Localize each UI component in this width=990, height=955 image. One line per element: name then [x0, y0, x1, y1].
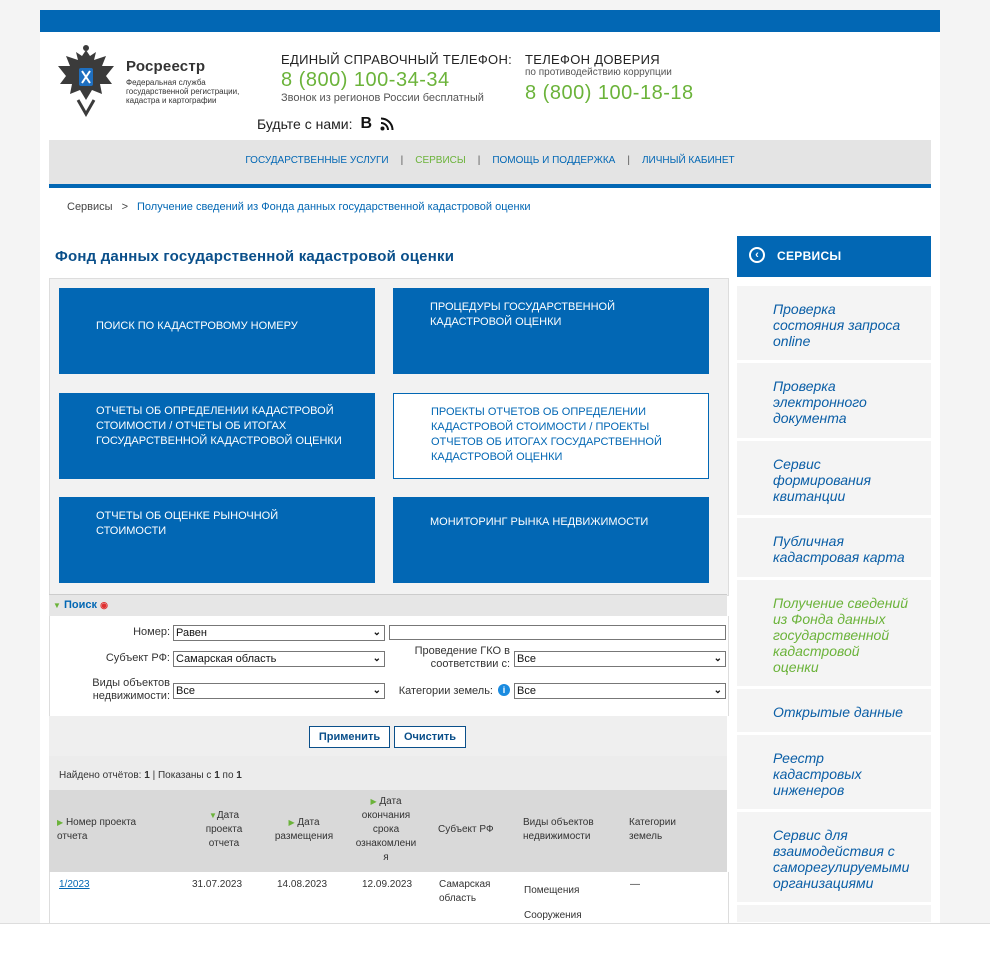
shown-to-label: по [222, 770, 234, 781]
column-header-line: отчета [57, 831, 88, 842]
column-header-line: проекта [205, 824, 243, 835]
sidebar-item-line: состояния запроса [773, 317, 901, 333]
nav-separator: | [627, 155, 630, 166]
column-header-number[interactable] [57, 816, 136, 844]
gko-label-line: Проведение ГКО в [414, 645, 510, 657]
trust-line-title: ТЕЛЕФОН ДОВЕРИЯ [525, 52, 660, 67]
sidebar-title: СЕРВИСЫ [777, 249, 842, 263]
sidebar-item-valuation-fund[interactable] [737, 580, 931, 689]
results-table-header [49, 790, 727, 872]
breadcrumb-current[interactable]: Получение сведений из Фонда данных государственной кадастровой оценки [137, 201, 531, 213]
column-header-line: земель [629, 831, 663, 842]
objects-label [50, 677, 170, 703]
breadcrumb [67, 201, 531, 213]
object-type: Помещения [524, 885, 580, 896]
eagle-emblem-icon [52, 44, 120, 120]
sidebar-item-line: взаимодействия с [773, 843, 895, 859]
viewport-bottom-edge [0, 923, 990, 955]
column-header-line: Дата [216, 810, 240, 821]
search-filter-form [49, 616, 729, 716]
tile-label: ОТЧЕТЫ ОБ ОПРЕДЕЛЕНИИ КАДАСТРОВОЙ [96, 405, 334, 417]
sidebar-item-more[interactable] [737, 905, 931, 925]
gko-select[interactable] [514, 651, 726, 667]
sort-marker-icon: ▶ [288, 818, 295, 827]
objects-label-line: Виды объектов [92, 677, 170, 689]
column-header-line: размещения [274, 831, 334, 842]
hotline-title: ЕДИНЫЙ СПРАВОЧНЫЙ ТЕЛЕФОН: [281, 52, 513, 67]
column-header-line: ознакомлени [355, 838, 417, 849]
tile-label: СТОИМОСТИ / ОТЧЕТЫ ОБ ИТОГАХ [96, 420, 287, 432]
column-header-line: Дата [379, 796, 402, 807]
page-title: Фонд данных государственной кадастровой оценки [55, 248, 455, 265]
sidebar-item-line: Проверка [773, 301, 836, 317]
rosreestr-logo[interactable] [52, 44, 262, 120]
sidebar-item-line: организациями [773, 875, 874, 891]
hotline-block [281, 52, 512, 104]
social-links [257, 115, 394, 133]
objects-label-line: недвижимости: [92, 690, 170, 702]
logo-subtitle: Федеральная служба государственной регистрации, кадастра и картографии [126, 78, 240, 105]
column-header-end-date[interactable] [351, 795, 421, 865]
sidebar-item-line: формирования [773, 472, 871, 488]
land-select[interactable] [514, 683, 726, 699]
tile-label: ПРОЦЕДУРЫ ГОСУДАРСТВЕННОЙ [430, 301, 616, 313]
info-icon[interactable]: i [498, 684, 510, 696]
sidebar-item-line: Публичная [773, 533, 844, 549]
results-summary [49, 756, 727, 790]
sidebar-item-line: кадастровая карта [773, 549, 905, 565]
hotline-note: Звонок из регионов России бесплатный [281, 92, 484, 104]
nav-item-help[interactable]: ПОМОЩЬ И ПОДДЕРЖКА [492, 155, 616, 166]
cell-region [439, 878, 490, 906]
sidebar-item-line: государственной [773, 627, 890, 643]
sidebar-item-line: Открытые данные [773, 704, 903, 720]
sidebar-item-line: кадастровой [773, 643, 860, 659]
main-navigation [49, 140, 931, 188]
logo-name: Росреестр [126, 58, 206, 75]
back-arrow-icon[interactable]: ‹ [749, 247, 765, 263]
found-count: 1 [144, 770, 150, 781]
object-type: Сооружения [524, 910, 582, 921]
gko-label-line: соответствии с: [430, 658, 510, 670]
sidebar-item-line: квитанции [773, 488, 846, 504]
search-toggle[interactable]: ▼ Поиск ◉ [53, 599, 108, 611]
tile-label: СТОИМОСТИ [96, 525, 167, 537]
land-label: Категории земель: [398, 685, 493, 697]
column-header-line: недвижимости [523, 831, 591, 842]
search-title: Поиск [63, 599, 97, 611]
column-header-line: Номер проекта [65, 817, 137, 828]
chevron-down-icon: ⌄ [372, 653, 381, 664]
column-header-line: Дата [297, 817, 320, 828]
chevron-down-icon: ⌄ [713, 685, 722, 696]
summary-separator: | [152, 770, 158, 781]
sort-down-icon: ▼ [208, 811, 217, 820]
table-row [49, 872, 729, 923]
nav-separator: | [400, 155, 404, 166]
column-header-region: Субъект РФ [438, 824, 494, 835]
trust-line-block [525, 52, 694, 105]
cell-project-date: 31.07.2023 [192, 879, 243, 890]
column-header-line: Виды объектов [523, 817, 594, 828]
tile-market-monitoring[interactable] [393, 497, 709, 583]
rss-icon[interactable] [380, 117, 394, 131]
number-input[interactable] [389, 625, 726, 640]
sidebar-item-line: электронного [773, 394, 867, 410]
sidebar-item-request-status[interactable] [737, 286, 931, 363]
sidebar-item-line: документа [773, 410, 847, 426]
sidebar-item-line: Сервис [773, 456, 821, 472]
number-condition-value: Равен [176, 627, 208, 639]
cell-land-category: — [630, 879, 640, 890]
search-panel-header[interactable] [49, 594, 727, 618]
column-header-line: Категории [629, 817, 676, 828]
cell-number [59, 878, 90, 892]
region-value: Самарская область [176, 653, 277, 665]
gko-label [380, 645, 510, 671]
tile-label: КАДАСТРОВОЙ ОЦЕНКИ [430, 316, 562, 328]
sidebar-item-line: инженеров [773, 782, 845, 798]
report-link[interactable]: 1/2023 [59, 879, 90, 890]
column-header-land-categories [629, 816, 676, 844]
region-select[interactable] [173, 651, 385, 667]
tile-valuation-procedures[interactable] [393, 288, 709, 374]
hotline-number[interactable]: 8 (800) 100-34-34 [281, 69, 450, 91]
sidebar-item-open-data[interactable] [737, 689, 931, 735]
shown-to: 1 [236, 770, 242, 781]
chevron-down-icon: ⌄ [372, 685, 381, 696]
number-label: Номер: [133, 626, 170, 638]
shown-from: 1 [214, 770, 220, 781]
chevron-down-icon: ⌄ [713, 653, 722, 664]
sidebar-item-line: оценки [773, 659, 819, 675]
nav-item-services[interactable]: СЕРВИСЫ [415, 155, 466, 166]
objects-value: Все [176, 685, 195, 697]
tile-label: ОТЧЕТЫ ОБ ОЦЕНКЕ РЫНОЧНОЙ [96, 510, 279, 522]
sidebar-item-line: кадастровых [773, 766, 862, 782]
sidebar-item-line: Проверка [773, 378, 836, 394]
nav-separator: | [477, 155, 481, 166]
found-label: Найдено отчётов: [59, 770, 142, 781]
sort-marker-icon: ▶ [370, 797, 377, 806]
tile-label: МОНИТОРИНГ РЫНКА НЕДВИЖИМОСТИ [430, 516, 649, 528]
trust-line-note: по противодействию коррупции [525, 67, 672, 78]
column-header-line: окончания [361, 810, 411, 821]
number-condition-select[interactable] [173, 625, 385, 641]
sidebar-item-line: Сервис для [773, 827, 848, 843]
tile-label: ПОИСК ПО КАДАСТРОВОМУ НОМЕРУ [96, 320, 298, 332]
sidebar-item-line: из Фонда данных [773, 611, 886, 627]
chevron-down-icon: ⌄ [372, 627, 381, 638]
land-value: Все [517, 685, 536, 697]
tile-label: КАДАСТРОВОЙ СТОИМОСТИ / ПРОЕКТЫ [431, 421, 650, 433]
tile-valuation-reports[interactable] [59, 393, 375, 479]
filter-buttons [49, 716, 727, 756]
cell-posted-date: 14.08.2023 [277, 879, 328, 890]
sidebar-item-line: online [773, 333, 811, 349]
column-header-posted-date[interactable] [269, 816, 339, 844]
column-header-line: я [383, 852, 389, 863]
tile-label: ОТЧЕТОВ ОБ ИТОГАХ ГОСУДАРСТВЕННОЙ [431, 436, 662, 448]
tile-label: ПРОЕКТЫ ОТЧЕТОВ ОБ ОПРЕДЕЛЕНИИ [431, 406, 646, 418]
tile-search-by-cadastral-number[interactable] [59, 288, 375, 374]
sidebar-item-cadastral-map[interactable] [737, 518, 931, 580]
page-container [40, 10, 940, 923]
shown-label: Показаны с [157, 770, 212, 781]
search-status-icon: ◉ [100, 600, 108, 610]
sidebar-item-receipt-service[interactable] [737, 441, 931, 518]
sort-marker-icon: ▶ [57, 818, 64, 827]
column-header-object-types [523, 816, 594, 844]
results-summary-text [59, 770, 242, 781]
column-header-line: срока [372, 824, 400, 835]
tile-label: КАДАСТРОВОЙ ОЦЕНКИ [431, 451, 563, 463]
gko-value: Все [517, 653, 536, 665]
sidebar-header[interactable] [737, 236, 931, 277]
cell-end-date: 12.09.2023 [362, 879, 413, 890]
objects-select[interactable] [173, 683, 385, 699]
tile-draft-reports[interactable] [393, 393, 709, 479]
tile-market-value-reports[interactable] [59, 497, 375, 583]
nav-item-gov-services[interactable]: ГОСУДАРСТВЕННЫЕ УСЛУГИ [245, 155, 389, 166]
trust-line-number[interactable]: 8 (800) 100-18-18 [525, 82, 694, 104]
sidebar-item-document-check[interactable] [737, 363, 931, 441]
nav-item-account[interactable]: ЛИЧНЫЙ КАБИНЕТ [641, 155, 735, 166]
clear-button[interactable]: Очистить [394, 726, 466, 748]
column-header-line: отчета [208, 838, 240, 849]
sidebar-item-line: Реестр [773, 750, 824, 766]
top-blue-bar [40, 10, 940, 32]
cell-region-line: Самарская [439, 879, 491, 890]
apply-button[interactable]: Применить [309, 726, 390, 748]
social-label: Будьте с нами: [257, 116, 353, 132]
cell-region-line: область [439, 893, 477, 904]
sidebar-item-engineers-registry[interactable] [737, 735, 931, 812]
tile-label: ГОСУДАРСТВЕННОЙ КАДАСТРОВОЙ ОЦЕНКИ [96, 435, 342, 447]
service-tiles [49, 278, 729, 596]
sidebar-item-line: саморегулируемыми [773, 859, 910, 875]
breadcrumb-root[interactable]: Сервисы [67, 201, 113, 213]
sidebar-item-sro-interaction[interactable] [737, 812, 931, 905]
vk-icon[interactable]: В [360, 115, 373, 132]
breadcrumb-separator: > [121, 201, 129, 213]
region-label: Субъект РФ: [105, 652, 170, 664]
column-header-project-date[interactable] [189, 809, 259, 851]
sidebar-item-line: Получение сведений [773, 595, 908, 611]
